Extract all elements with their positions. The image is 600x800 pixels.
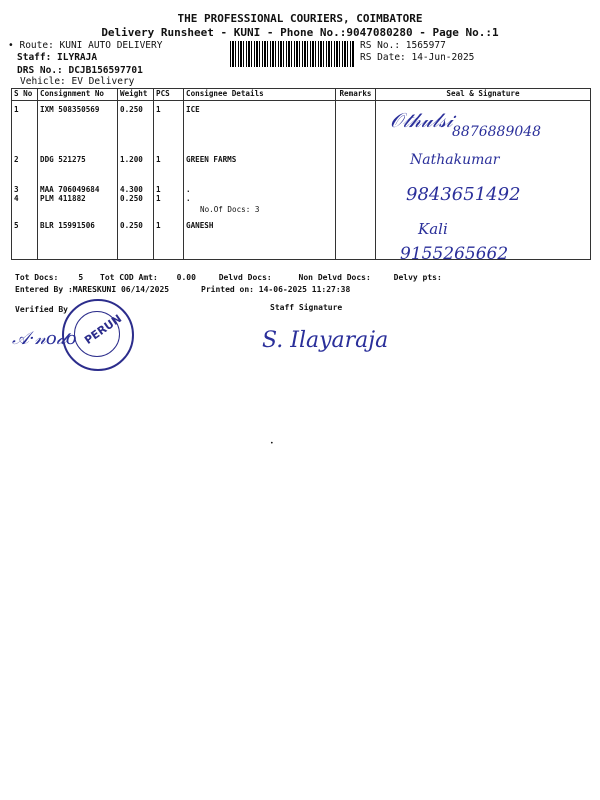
row-remarks bbox=[336, 218, 376, 260]
route-label bbox=[8, 40, 162, 51]
delvd-docs-label: Delvd Docs: bbox=[218, 273, 272, 282]
row-sno: 2 bbox=[12, 141, 38, 175]
row-consignment: PLM 411882 bbox=[38, 194, 118, 218]
row-consignee-text: . bbox=[186, 193, 191, 203]
row-consignment: MAA 706049684 bbox=[38, 175, 118, 194]
col-pcs: PCS bbox=[154, 89, 184, 101]
row-remarks bbox=[336, 175, 376, 194]
bullet-icon: • bbox=[8, 40, 14, 51]
row-pcs: 1 bbox=[154, 141, 184, 175]
tot-docs-label: Tot Docs: bbox=[15, 273, 59, 282]
row-weight: 0.250 bbox=[118, 101, 154, 141]
rs-date: RS Date: 14-Jun-2025 bbox=[360, 52, 475, 63]
row5-name-handwritten: Kali bbox=[418, 220, 448, 238]
row-consignment: DDG 521275 bbox=[38, 141, 118, 175]
barcode bbox=[230, 41, 355, 67]
staff-label: Staff: ILYRAJA bbox=[17, 52, 98, 63]
runsheet-title: Delivery Runsheet - KUNI - Phone No.:9047080280 - Page No.:1 bbox=[101, 26, 499, 39]
table-row bbox=[12, 141, 591, 175]
row-remarks bbox=[336, 101, 376, 141]
row-weight: 1.200 bbox=[118, 141, 154, 175]
docs-count-note: No.Of Docs: 3 bbox=[200, 204, 260, 214]
row-pcs: 1 bbox=[154, 218, 184, 260]
rs-number: RS No.: 1565977 bbox=[360, 40, 446, 51]
row2-phone-handwritten: 9843651492 bbox=[406, 184, 521, 205]
row-consignee: . bbox=[184, 175, 336, 194]
row-sno: 4 bbox=[12, 194, 38, 218]
row-consignee: GREEN FARMS bbox=[184, 141, 336, 175]
stamp-text: PERUN bbox=[82, 312, 125, 347]
table-header-row bbox=[12, 89, 591, 101]
row-weight: 0.250 bbox=[118, 194, 154, 218]
company-title: THE PROFESSIONAL COURIERS, COIMBATORE bbox=[177, 12, 423, 25]
row-pcs: 1 bbox=[154, 175, 184, 194]
row1-signature-scribble: 𝒪𝓉𝒽𝓊𝓁𝓈𝒾 bbox=[390, 108, 453, 132]
staff-signature-label: Staff Signature bbox=[270, 303, 343, 312]
row-weight: 0.250 bbox=[118, 218, 154, 260]
col-sno: S No bbox=[12, 89, 38, 101]
row-sno: 3 bbox=[12, 175, 38, 194]
row-consignment: BLR 15991506 bbox=[38, 218, 118, 260]
delvy-pts-label: Delvy pts: bbox=[393, 273, 442, 282]
col-weight: Weight bbox=[118, 89, 154, 101]
row-sno: 5 bbox=[12, 218, 38, 260]
col-consignment: Consignment No bbox=[38, 89, 118, 101]
cod-label: Tot COD Amt: bbox=[100, 273, 158, 282]
staff-signature: S. Ilayaraja bbox=[262, 328, 389, 353]
printed-on: Printed on: 14-06-2025 11:27:38 bbox=[201, 285, 351, 294]
row1-phone-handwritten: 8876889048 bbox=[452, 124, 542, 140]
route-text: Route: KUNI AUTO DELIVERY bbox=[19, 40, 163, 51]
row-pcs: 1 bbox=[154, 101, 184, 141]
row-sno: 1 bbox=[12, 101, 38, 141]
row-remarks bbox=[336, 141, 376, 175]
drs-number: DRS No.: DCJB156597701 bbox=[17, 65, 143, 76]
non-delvd-docs-label: Non Delvd Docs: bbox=[298, 273, 371, 282]
totals-row bbox=[15, 273, 442, 282]
col-remarks: Remarks bbox=[336, 89, 376, 101]
col-consignee: Consignee Details bbox=[184, 89, 336, 101]
row-consignee bbox=[184, 194, 336, 218]
vehicle-label: Vehicle: EV Delivery bbox=[20, 76, 135, 87]
row-pcs: 1 bbox=[154, 194, 184, 218]
cod-value: 0.00 bbox=[176, 273, 196, 282]
verifier-signature: 𝒜·𝓃𝑜𝒹𝑜 bbox=[12, 328, 77, 349]
row-remarks bbox=[336, 194, 376, 218]
row2-name-handwritten: Nathakumar bbox=[410, 152, 500, 168]
row5-phone-handwritten: 9155265662 bbox=[400, 244, 509, 264]
row-consignee: ICE bbox=[184, 101, 336, 141]
row-weight: 4.300 bbox=[118, 175, 154, 194]
runsheet-table bbox=[11, 88, 591, 260]
col-seal-signature: Seal & Signature bbox=[376, 89, 591, 101]
stray-dot: • bbox=[270, 440, 274, 447]
entered-by: Entered By :MARESKUNI 06/14/2025 bbox=[15, 285, 170, 294]
row-consignment: IXM 508350569 bbox=[38, 101, 118, 141]
row-consignee: GANESH bbox=[184, 218, 336, 260]
verified-by-label: Verified By bbox=[15, 305, 68, 314]
office-stamp bbox=[62, 299, 134, 371]
tot-docs-value: 5 bbox=[78, 273, 84, 282]
